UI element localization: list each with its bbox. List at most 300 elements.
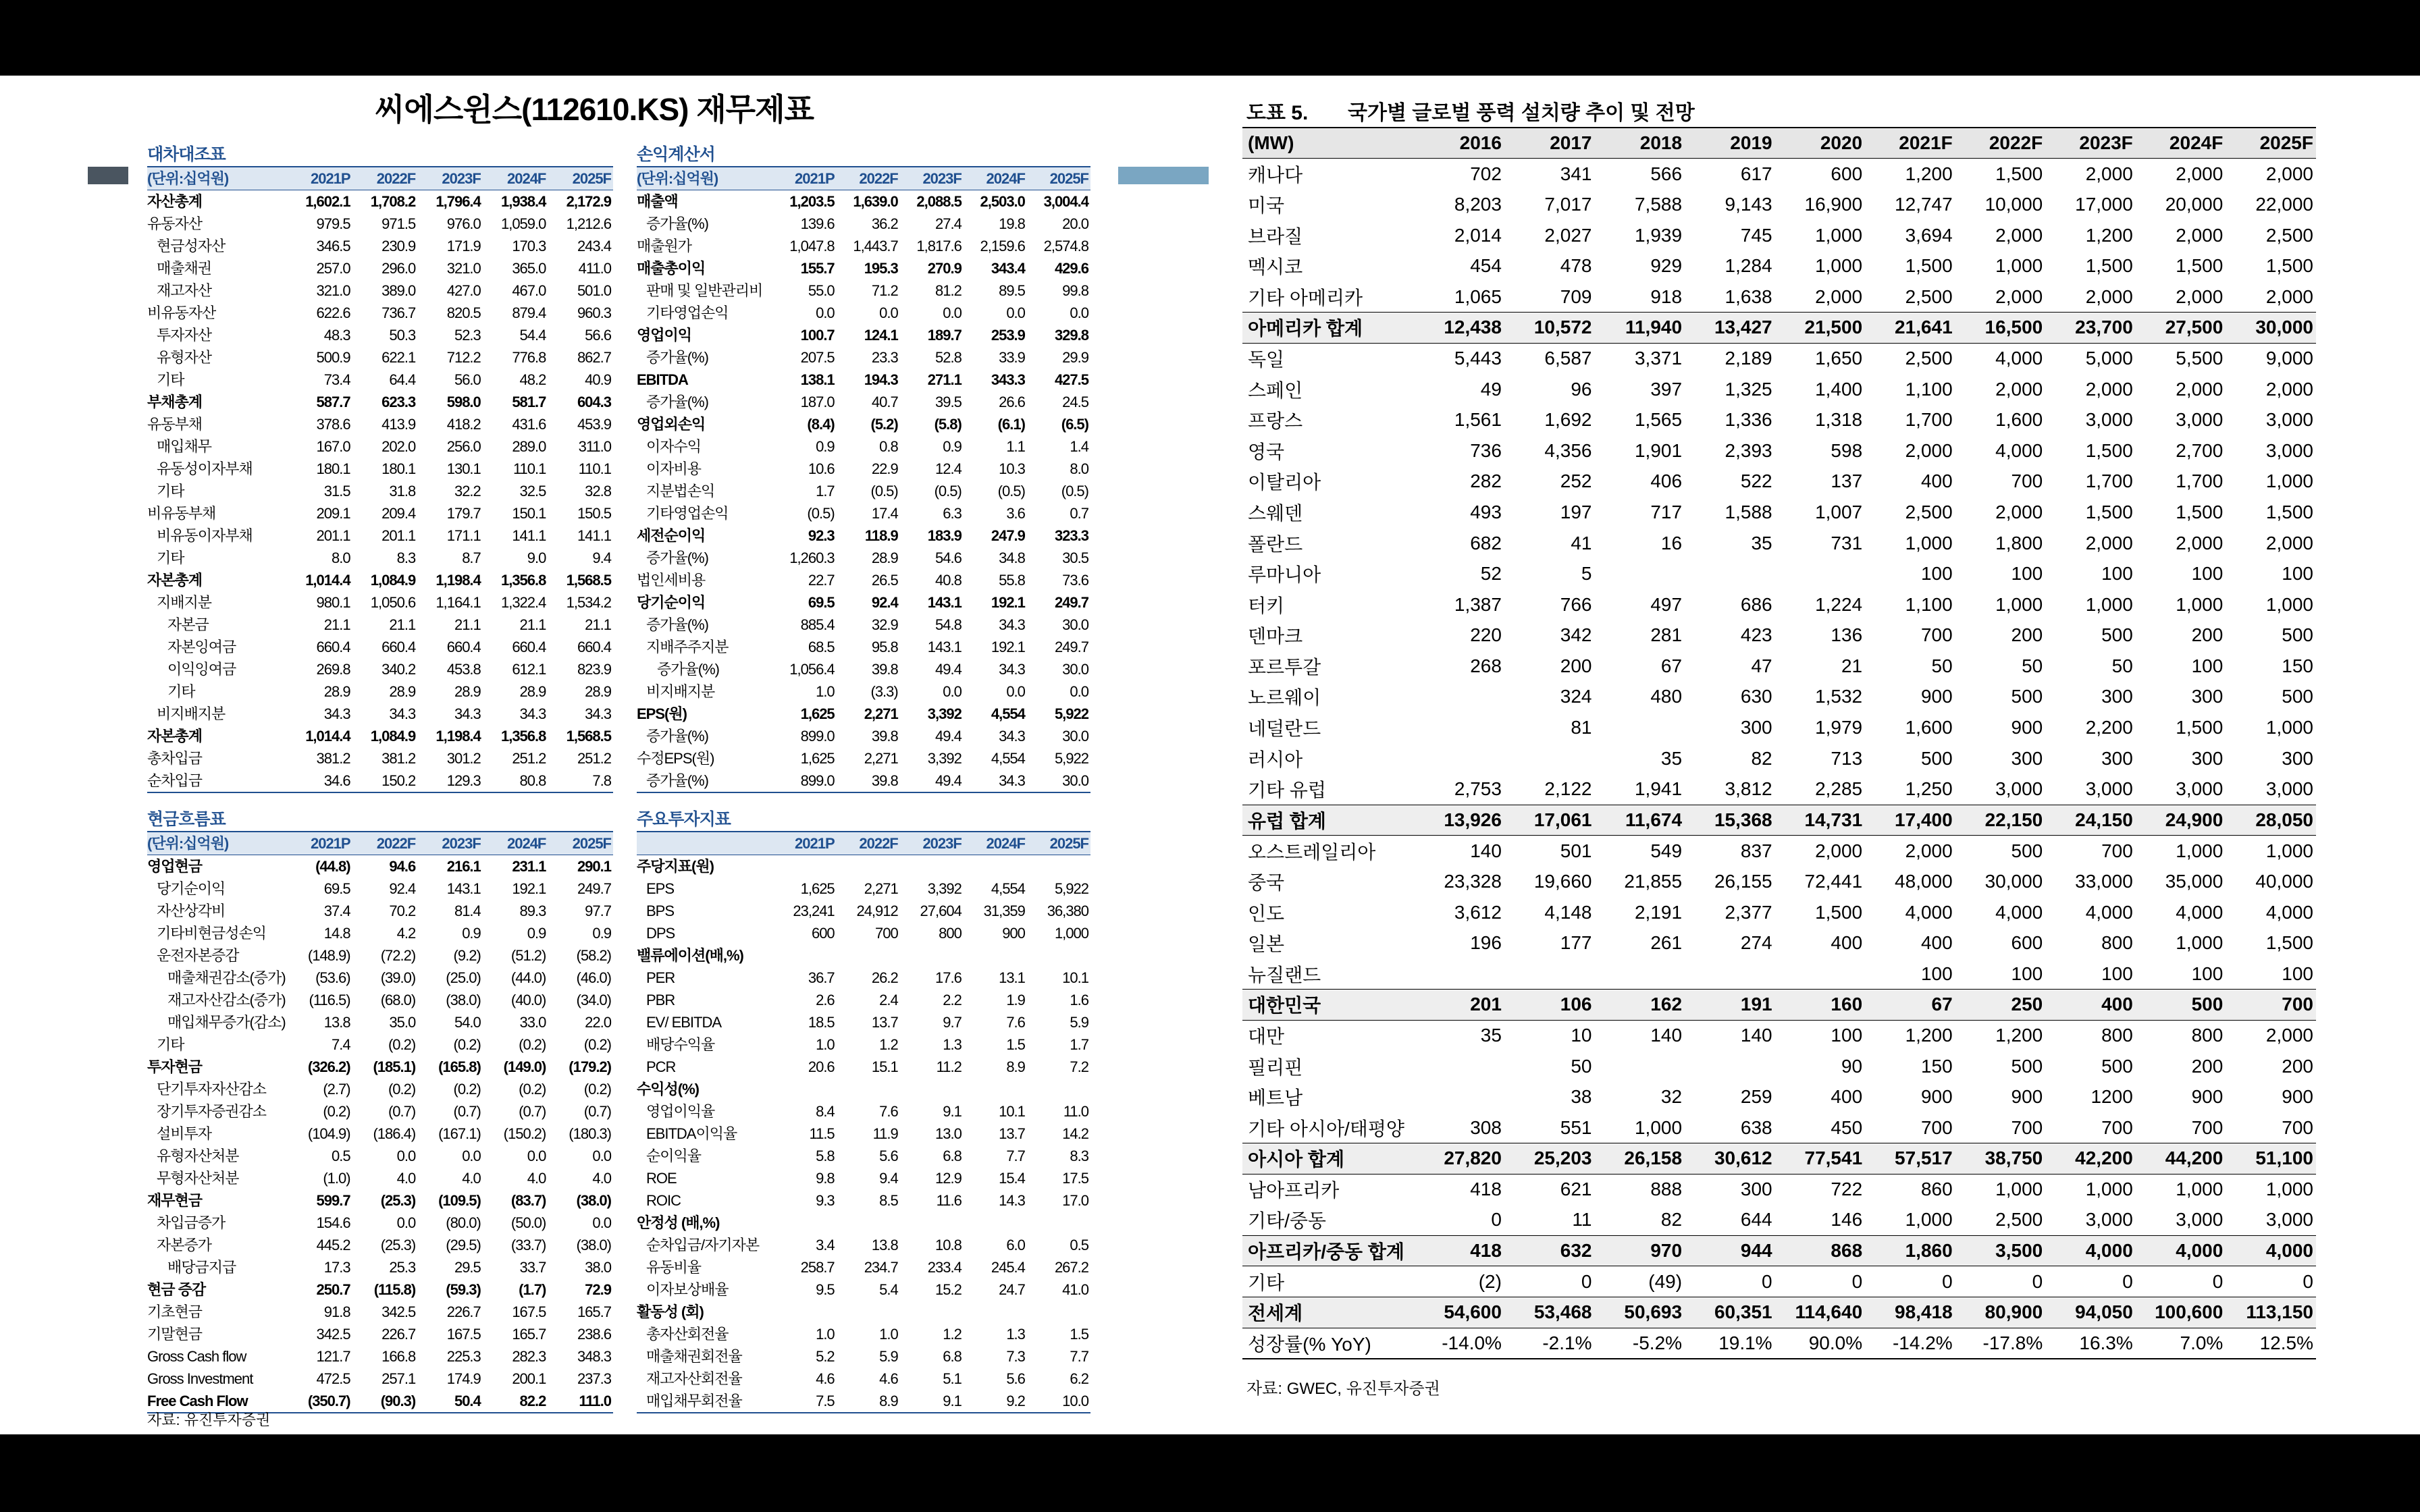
cell-value — [964, 1212, 1027, 1234]
cell-value: 1,212.6 — [566, 215, 611, 232]
table-row — [1242, 497, 2316, 528]
cell-value: 493 — [1470, 501, 1502, 522]
subtotal-row — [1242, 1235, 2316, 1266]
cell-value — [1685, 1051, 1775, 1082]
cell-value — [900, 855, 964, 878]
cell-value: 1.3 — [943, 1036, 962, 1053]
cell-value: 69.5 — [808, 594, 835, 611]
cell-value: (80.0) — [446, 1214, 481, 1231]
cell-value: 300 — [2011, 747, 2043, 769]
cell-value: 3,000 — [2085, 778, 2133, 800]
cell-value: 39.5 — [935, 394, 962, 410]
cell-value: 42,200 — [2075, 1148, 2133, 1169]
row-label: 자산상각비 — [157, 902, 226, 919]
cell-value: 233.4 — [927, 1259, 962, 1276]
year-header: 2017 — [1550, 132, 1592, 154]
cell-value: 100 — [2011, 563, 2043, 585]
cell-value: 2,000 — [2176, 378, 2224, 400]
cell-value: 34.3 — [454, 705, 481, 722]
table-row — [147, 480, 613, 502]
cell-value: 0 — [1942, 1270, 1953, 1292]
cell-value: 48.3 — [323, 327, 350, 344]
unit-label: (단위:십억원) — [147, 835, 229, 852]
year-header: 2025F — [1049, 835, 1088, 852]
row-label: 스페인 — [1248, 379, 1303, 401]
cell-value: 0 — [1581, 1270, 1592, 1292]
cell-value: 3,000 — [2176, 1209, 2224, 1231]
cell-value: 100 — [2191, 655, 2224, 676]
cell-value: 0.5 — [332, 1148, 350, 1164]
table-row — [637, 1123, 1090, 1145]
row-label: 포르투갈 — [1248, 656, 1321, 678]
cell-value: 220 — [1470, 624, 1502, 646]
cell-value: 3,000 — [2265, 778, 2313, 800]
cell-value: 400 — [1920, 932, 1953, 954]
cell-value: 1,200 — [1995, 1025, 2043, 1046]
row-label: 네덜란드 — [1248, 718, 1321, 740]
cell-value: 73.6 — [1062, 572, 1088, 589]
cell-value: (83.7) — [510, 1192, 546, 1209]
cell-value: 500 — [2282, 624, 2313, 646]
table-row — [1242, 528, 2316, 559]
cell-value: 15.2 — [935, 1281, 962, 1298]
table-row — [637, 1189, 1090, 1212]
row-label: 순차입금 — [147, 772, 203, 789]
cell-value: -17.8% — [1982, 1332, 2043, 1353]
cell-value: 12,438 — [1444, 317, 1502, 338]
cell-value: 141.1 — [577, 527, 611, 544]
cell-value: 736 — [1470, 439, 1502, 461]
cell-value: 600 — [811, 925, 835, 942]
cell-value: 9.1 — [943, 1393, 962, 1409]
table-row — [147, 569, 613, 591]
year-header: 2021F — [1899, 132, 1953, 154]
cell-value: (0.2) — [453, 1036, 481, 1053]
cell-value: 44,200 — [2165, 1148, 2224, 1169]
figure-tag: 도표 5. — [1246, 102, 1309, 124]
cell-value: (8.4) — [807, 416, 835, 433]
cell-value — [1027, 855, 1090, 878]
row-label: 주당지표(원) — [637, 858, 714, 875]
row-label: 안정성 (배,%) — [637, 1214, 720, 1231]
row-label: 유동자산 — [147, 215, 203, 232]
cell-value: 238.6 — [577, 1326, 611, 1343]
row-label: 노르웨이 — [1248, 687, 1321, 709]
cell-value: 0.0 — [1070, 683, 1088, 700]
cell-value: 1,000 — [2176, 840, 2224, 861]
cell-value: 1,500 — [2085, 439, 2133, 461]
table-row — [637, 1256, 1090, 1278]
cell-value: (0.2) — [323, 1103, 350, 1120]
row-label: 이자비용 — [646, 460, 702, 477]
row-label: 투자자산 — [157, 327, 212, 344]
cell-value: 467.0 — [512, 282, 546, 299]
table-row — [147, 524, 613, 547]
cell-value: 282 — [1470, 470, 1502, 492]
table-title: 손익계산서 — [637, 145, 715, 164]
cell-value: 28.9 — [519, 683, 546, 700]
cell-value: (38.0) — [576, 1237, 611, 1253]
cell-value: 94,050 — [2075, 1301, 2133, 1323]
year-header: 2023F — [922, 170, 962, 187]
row-label: 인도 — [1248, 902, 1285, 924]
cell-value: (44.0) — [510, 969, 546, 986]
row-label: 비유동부채 — [147, 505, 216, 522]
table-row — [147, 1278, 613, 1301]
cell-value: 10.8 — [935, 1237, 962, 1253]
cell-value: 736.7 — [382, 304, 416, 321]
cell-value: (25.3) — [380, 1237, 416, 1253]
row-label: 재고자산 — [157, 282, 212, 299]
cell-value: 2,014 — [1454, 224, 1502, 246]
cell-value: 21,855 — [1624, 871, 1683, 892]
row-label: 증가율(%) — [646, 728, 708, 745]
cell-value: 35 — [1660, 747, 1683, 769]
cell-value: 1,318 — [1815, 409, 1863, 431]
cell-value: 2,000 — [2176, 532, 2224, 554]
cell-value: 885.4 — [800, 616, 835, 633]
cell-value: 2,500 — [1905, 501, 1953, 522]
cell-value: 256.0 — [446, 438, 481, 455]
cell-value: 3,000 — [2265, 409, 2313, 431]
cell-value: 365.0 — [512, 260, 546, 277]
year-header: 2024F — [986, 835, 1025, 852]
year-header: 2016 — [1459, 132, 1502, 154]
row-label: 영업이익율 — [646, 1103, 715, 1120]
cell-value: 4,000 — [1905, 901, 1953, 923]
cell-value: 11,940 — [1625, 317, 1683, 338]
cell-value: 35,000 — [2165, 871, 2224, 892]
cell-value: 3.6 — [1006, 505, 1025, 522]
left-source-note: 자료: 유진투자증권 — [147, 1411, 271, 1428]
cell-value: 71.2 — [871, 282, 898, 299]
cell-value: 0.7 — [1070, 505, 1088, 522]
cell-value: 713 — [1831, 747, 1863, 769]
page-title: 씨에스윈스(112610.KS) 재무제표 — [375, 92, 814, 127]
cell-value: 38.0 — [585, 1259, 611, 1276]
cell-value: (0.2) — [519, 1081, 546, 1098]
cell-value: 100 — [2101, 563, 2133, 585]
cell-value — [1595, 558, 1685, 589]
cell-value: 252 — [1560, 470, 1592, 492]
cell-value: 5.8 — [816, 1148, 835, 1164]
table-row — [147, 1301, 613, 1323]
cell-value: 89.3 — [519, 902, 546, 919]
cell-value: 14,731 — [1804, 809, 1863, 830]
cell-value: 110.1 — [578, 460, 611, 477]
cell-value: 400 — [1831, 1086, 1863, 1108]
cell-value: 1,700 — [2085, 470, 2133, 492]
cell-value: 26.5 — [871, 572, 898, 589]
cell-value: 36,380 — [1047, 902, 1088, 919]
cell-value — [1414, 743, 1504, 774]
cell-value: (0.7) — [453, 1103, 481, 1120]
table-row — [147, 502, 613, 524]
row-label: 운전자본증감 — [157, 947, 239, 964]
cell-value: 5.6 — [879, 1148, 898, 1164]
cell-value: 92.4 — [389, 880, 416, 897]
cell-value: (40.0) — [510, 992, 546, 1008]
cell-value: 30,000 — [2255, 317, 2313, 338]
cell-value: 1,164.1 — [436, 594, 481, 611]
cell-value: (185.1) — [373, 1058, 416, 1075]
figure-title-text: 국가별 글로벌 풍력 설치량 추이 및 전망 — [1348, 102, 1695, 124]
cell-value: (115.8) — [373, 1281, 416, 1298]
cell-value: 26.6 — [999, 394, 1025, 410]
cell-value: 2,000 — [2085, 286, 2133, 307]
cell-value: 16,900 — [1804, 193, 1863, 215]
year-header: 2025F — [572, 170, 611, 187]
cell-value: 10.1 — [999, 1103, 1025, 1120]
cell-value: 2,000 — [2085, 163, 2133, 184]
cell-value: 257.1 — [382, 1370, 416, 1387]
cell-value: 27,500 — [2165, 317, 2224, 338]
year-header: 2022F — [376, 170, 416, 187]
cell-value: (50.0) — [510, 1214, 546, 1231]
table-row — [1242, 927, 2316, 959]
cell-value: 1,600 — [1995, 409, 2043, 431]
cell-value: (165.8) — [438, 1058, 481, 1075]
cell-value: 343.4 — [991, 260, 1025, 277]
row-label: 활동성 (회) — [637, 1303, 704, 1320]
cell-value: 143.1 — [927, 639, 962, 655]
row-label: 재고자산회전율 — [646, 1370, 742, 1387]
cell-value: (5.2) — [870, 416, 898, 433]
table-row — [1242, 159, 2316, 190]
cell-value: 300 — [2101, 747, 2133, 769]
cell-value: 341 — [1560, 163, 1592, 184]
cell-value: 39.8 — [871, 728, 898, 745]
cell-value: 2.4 — [879, 992, 898, 1008]
row-label: 매입채무회전율 — [646, 1393, 742, 1409]
cell-value — [964, 1078, 1027, 1100]
table-row — [637, 524, 1090, 547]
cell-value: 187.0 — [800, 394, 835, 410]
cell-value: 201 — [1470, 994, 1502, 1015]
cell-value: 41 — [1571, 532, 1592, 554]
cell-value: 52.3 — [454, 327, 481, 344]
table-row — [637, 502, 1090, 524]
cell-value: 1,100 — [1905, 378, 1953, 400]
cell-value: 53,468 — [1533, 1301, 1592, 1323]
table-row — [637, 967, 1090, 989]
cell-value — [773, 944, 837, 967]
cell-value: 2,000 — [2265, 286, 2313, 307]
wind-figure-title — [1246, 96, 1695, 126]
cell-value: 100,600 — [2155, 1301, 2224, 1323]
cell-value: 30,000 — [1984, 871, 2043, 892]
row-label: 오스트레일리아 — [1248, 841, 1376, 863]
cell-value: 300 — [1740, 717, 1772, 738]
subtotal-row — [1242, 313, 2316, 344]
cell-value: 21.1 — [454, 616, 481, 633]
cell-value: 24,912 — [856, 902, 898, 919]
table-row — [637, 257, 1090, 279]
cell-value: 97.7 — [585, 902, 611, 919]
table-row — [1242, 866, 2316, 897]
cell-value: 32.2 — [454, 483, 481, 500]
cell-value: 1.6 — [1070, 992, 1088, 1008]
cell-value — [1504, 959, 1595, 990]
cell-value: 4,356 — [1544, 439, 1592, 461]
cell-value: 247.9 — [991, 527, 1025, 544]
cell-value: 800 — [2101, 1025, 2133, 1046]
row-label: BPS — [646, 902, 675, 919]
cell-value: 11,674 — [1625, 809, 1683, 830]
cell-value: 0.0 — [943, 683, 962, 700]
cell-value: 500 — [1920, 747, 1953, 769]
table-title: 주요투자지표 — [637, 810, 731, 829]
cell-value: 3.4 — [816, 1237, 835, 1253]
cell-value: 1,198.4 — [436, 728, 481, 745]
cell-value — [1414, 682, 1504, 713]
cell-value: 7.7 — [1070, 1348, 1088, 1365]
cell-value: 28.9 — [389, 683, 416, 700]
cell-value: 2,574.8 — [1043, 238, 1088, 254]
cell-value: 660.4 — [512, 639, 546, 655]
row-label: 매출액 — [637, 193, 678, 210]
row-label: 비지배지분 — [646, 683, 715, 700]
cell-value — [1414, 959, 1504, 990]
cell-value: 1,000 — [2265, 717, 2313, 738]
table-row — [147, 658, 613, 680]
table-row — [147, 302, 613, 324]
cell-value: 90 — [1841, 1055, 1863, 1077]
cell-value — [837, 855, 900, 878]
year-header: 2021P — [795, 170, 835, 187]
row-label: 이자보상배율 — [646, 1281, 729, 1298]
row-label: EPS(원) — [637, 705, 687, 722]
cell-value: (68.0) — [380, 992, 416, 1008]
cell-value — [1027, 1078, 1090, 1100]
table-row — [637, 878, 1090, 900]
row-label: 매입채무증가(감소) — [167, 1014, 286, 1031]
cell-value: 300 — [2191, 747, 2224, 769]
cell-value: 225.3 — [446, 1348, 481, 1365]
cell-value: 180.1 — [316, 460, 350, 477]
cell-value: (59.3) — [446, 1281, 481, 1298]
row-label: 러시아 — [1248, 749, 1303, 770]
header-row — [1242, 128, 2316, 159]
cell-value: 21.1 — [323, 616, 350, 633]
row-label: EV/ EBITDA — [646, 1014, 722, 1031]
year-header: 2025F — [2259, 132, 2313, 154]
cell-value: 8.7 — [462, 549, 481, 566]
cell-value: 1,979 — [1815, 717, 1863, 738]
cell-value: 143.1 — [927, 594, 962, 611]
row-label: 필리핀 — [1248, 1056, 1303, 1078]
cell-value: (34.0) — [576, 992, 611, 1008]
table-row — [637, 747, 1090, 770]
cell-value: 717 — [1650, 501, 1683, 522]
table-row — [637, 1234, 1090, 1256]
row-label: 지분법손익 — [646, 483, 715, 500]
table-row — [147, 989, 613, 1011]
cell-value: 34.3 — [999, 772, 1025, 789]
table-row — [637, 636, 1090, 658]
cell-value: 49 — [1480, 378, 1502, 400]
cell-value: 267.2 — [1054, 1259, 1088, 1276]
cell-value: 766 — [1560, 593, 1592, 615]
cell-value: 2,271 — [864, 705, 898, 722]
cell-value: 40.8 — [935, 572, 962, 589]
cell-value: 12,747 — [1895, 193, 1953, 215]
cell-value: 4,000 — [2176, 1240, 2224, 1262]
cell-value: 3,000 — [2085, 409, 2133, 431]
cell-value: 1,200 — [1905, 163, 1953, 184]
cell-value: 100 — [2191, 963, 2224, 984]
cell-value: 1,602.1 — [305, 193, 350, 210]
table-row — [147, 324, 613, 346]
cell-value: 623.3 — [382, 394, 416, 410]
row-label: 기타 아시아/태평양 — [1248, 1118, 1404, 1139]
cell-value: 980.1 — [316, 594, 350, 611]
table-row — [637, 1078, 1090, 1100]
cell-value: 8.9 — [1006, 1058, 1025, 1075]
cell-value: 837 — [1740, 840, 1772, 861]
cell-value: 340.2 — [382, 661, 416, 678]
table-row — [637, 591, 1090, 614]
cell-value: 0.9 — [462, 925, 481, 942]
cell-value: 346.5 — [316, 238, 350, 254]
table-row — [637, 1145, 1090, 1167]
cell-value: 4,000 — [2085, 901, 2133, 923]
cell-value: 0.0 — [1006, 304, 1025, 321]
cell-value: 51,100 — [2255, 1148, 2313, 1169]
cell-value: 1.2 — [943, 1326, 962, 1343]
cell-value: 49.4 — [935, 661, 962, 678]
cell-value: 100 — [2282, 563, 2313, 585]
table-row — [637, 1167, 1090, 1189]
cell-value: 1,500 — [2265, 501, 2313, 522]
cell-value: 0 — [2122, 1270, 2133, 1292]
cell-value: (46.0) — [576, 969, 611, 986]
cell-value: 136 — [1831, 624, 1863, 646]
cell-value: 1.9 — [1006, 992, 1025, 1008]
header-row — [637, 832, 1090, 855]
wind-installation-table — [1242, 127, 2316, 1359]
cell-value: 100 — [2191, 563, 2224, 585]
cell-value: 406 — [1650, 470, 1683, 492]
cell-value: 9.1 — [943, 1103, 962, 1120]
cell-value: 1,534.2 — [566, 594, 611, 611]
cell-value: 274 — [1740, 932, 1772, 954]
cell-value: 200 — [2011, 624, 2043, 646]
cell-value: 1,250 — [1905, 778, 1953, 800]
cell-value: 453.8 — [446, 661, 481, 678]
cell-value: 50 — [1931, 655, 1953, 676]
cell-value: 1,500 — [2265, 932, 2313, 954]
cell-value: (44.8) — [315, 858, 350, 875]
cell-value: 26,158 — [1624, 1148, 1683, 1169]
cell-value: 0.0 — [396, 1214, 416, 1231]
cell-value: 110.1 — [512, 460, 546, 477]
cell-value: 1.0 — [816, 1326, 835, 1343]
cell-value: 960.3 — [577, 304, 611, 321]
row-label: 유동성이자부채 — [157, 460, 253, 477]
cell-value: 600 — [2011, 932, 2043, 954]
cell-value: 700 — [2011, 1116, 2043, 1138]
cell-value: 32.8 — [585, 483, 611, 500]
row-label: 자산총계 — [147, 193, 203, 210]
cell-value: 17.6 — [935, 969, 962, 986]
cell-value: 209.1 — [316, 505, 350, 522]
cell-value: 4,554 — [991, 750, 1025, 767]
cell-value: 630 — [1740, 686, 1772, 707]
cell-value: 171.1 — [446, 527, 481, 544]
cell-value: 1,200 — [2085, 224, 2133, 246]
cell-value: 174.9 — [446, 1370, 481, 1387]
